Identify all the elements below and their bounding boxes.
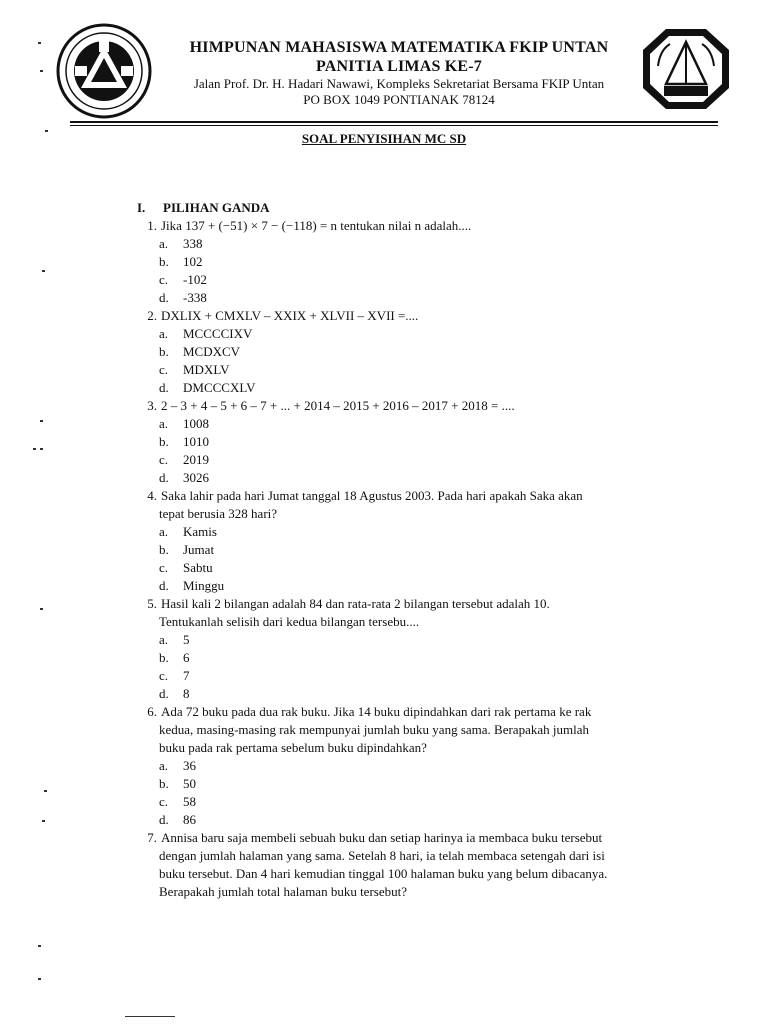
option-letter: b. <box>159 254 169 269</box>
option-letter: b. <box>159 344 169 359</box>
question-number: 1. <box>147 218 157 233</box>
question-line <box>133 829 678 847</box>
answer-option <box>159 253 678 271</box>
option-letter: c. <box>159 560 169 575</box>
question-item <box>133 703 678 829</box>
option-text: MDXLV <box>183 362 230 377</box>
answer-option <box>159 775 678 793</box>
option-letter: a. <box>159 632 169 647</box>
section-title: PILIHAN GANDA <box>163 200 270 215</box>
option-text: 7 <box>183 668 190 683</box>
option-text: MCDXCV <box>183 344 241 359</box>
option-letter: d. <box>159 578 169 593</box>
option-text: 338 <box>183 236 203 251</box>
question-item <box>133 217 678 307</box>
answer-option <box>159 559 678 577</box>
scan-mark <box>40 70 43 72</box>
option-text: -338 <box>183 290 207 305</box>
question-line <box>133 307 678 325</box>
scan-mark <box>44 790 47 792</box>
hmm-logo <box>55 22 153 120</box>
option-text: Minggu <box>183 578 225 593</box>
question-text: Annisa baru saja membeli sebuah buku dan setiap harinya ia membaca buku tersebut <box>161 830 603 845</box>
option-text: 8 <box>183 686 190 701</box>
option-text: 1008 <box>183 416 209 431</box>
answer-option <box>159 235 678 253</box>
answer-option <box>159 649 678 667</box>
question-item <box>133 307 678 397</box>
question-text-continued: kedua, masing-masing rak mempunyai jumlah buku yang sama. Berapakah jumlah <box>159 722 589 737</box>
document-title: SOAL PENYISIHAN MC SD <box>301 131 467 146</box>
option-letter: d. <box>159 380 169 395</box>
scan-mark <box>38 945 41 947</box>
committee-name: PANITIA LIMAS KE-7 <box>316 58 482 75</box>
option-text: 36 <box>183 758 196 773</box>
scan-mark <box>40 608 43 610</box>
section-heading <box>133 199 678 217</box>
option-letter: d. <box>159 470 169 485</box>
question-text-continued: dengan jumlah halaman yang sama. Setelah 8 hari, ia telah membaca setengah dari isi <box>159 848 605 863</box>
option-text: DMCCCXLV <box>183 380 256 395</box>
answer-option <box>159 685 678 703</box>
scan-mark <box>40 448 43 450</box>
question-text: Jika 137 + (−51) × 7 − (−118) = n tentukan nilai n adalah.... <box>161 218 472 233</box>
option-letter: b. <box>159 434 169 449</box>
option-letter: a. <box>159 326 169 341</box>
question-line <box>133 595 678 613</box>
question-text-continued: buku pada rak pertama sebelum buku dipindahkan? <box>159 740 427 755</box>
org-name: HIMPUNAN MAHASISWA MATEMATIKA FKIP UNTAN <box>189 39 609 56</box>
answer-option <box>159 433 678 451</box>
question-line <box>133 397 678 415</box>
answer-options <box>133 523 678 595</box>
question-text-continued: Tentukanlah selisih dari kedua bilangan tersebu.... <box>159 614 420 629</box>
scan-mark <box>38 42 41 44</box>
answer-option <box>159 361 678 379</box>
question-text-continued: Berapakah jumlah total halaman buku tersebut? <box>159 884 407 899</box>
option-letter: c. <box>159 794 169 809</box>
option-letter: a. <box>159 416 169 431</box>
limas-logo <box>640 26 732 112</box>
option-letter: c. <box>159 668 169 683</box>
option-text: -102 <box>183 272 207 287</box>
question-item <box>133 595 678 703</box>
question-number: 7. <box>147 830 157 845</box>
question-list <box>133 199 678 901</box>
option-letter: a. <box>159 236 169 251</box>
answer-option <box>159 325 678 343</box>
answer-option <box>159 271 678 289</box>
option-letter: c. <box>159 362 169 377</box>
header-rule-thin <box>70 125 718 126</box>
question-text: DXLIX + CMXLV – XXIX + XLVII – XVII =.... <box>161 308 419 323</box>
question-number: 6. <box>147 704 157 719</box>
answer-option <box>159 415 678 433</box>
letterhead <box>160 38 638 108</box>
scan-mark <box>45 130 48 132</box>
scan-mark <box>40 420 43 422</box>
scan-mark <box>33 448 36 450</box>
option-text: 3026 <box>183 470 209 485</box>
option-letter: d. <box>159 290 169 305</box>
answer-options <box>133 325 678 397</box>
question-line <box>133 487 678 505</box>
option-letter: b. <box>159 776 169 791</box>
option-text: 5 <box>183 632 190 647</box>
option-text: Sabtu <box>183 560 213 575</box>
option-text: MCCCCIXV <box>183 326 253 341</box>
option-letter: b. <box>159 542 169 557</box>
answer-options <box>133 757 678 829</box>
question-text-continued: tepat berusia 328 hari? <box>159 506 278 521</box>
option-text: Kamis <box>183 524 217 539</box>
option-letter: b. <box>159 650 169 665</box>
option-letter: c. <box>159 452 169 467</box>
question-text: 2 – 3 + 4 – 5 + 6 – 7 + ... + 2014 – 2015 + 2016 – 2017 + 2018 = .... <box>161 398 515 413</box>
answer-option <box>159 523 678 541</box>
answer-options <box>133 415 678 487</box>
question-number: 3. <box>147 398 157 413</box>
option-text: 1010 <box>183 434 209 449</box>
answer-option <box>159 577 678 595</box>
question-text: Saka lahir pada hari Jumat tanggal 18 Agustus 2003. Pada hari apakah Saka akan <box>161 488 583 503</box>
question-number: 2. <box>147 308 157 323</box>
option-text: 6 <box>183 650 190 665</box>
scan-mark <box>125 1016 175 1017</box>
question-text-continued: buku tersebut. Dan 4 hari kemudian tinggal 100 halaman buku yang belum dibacanya. <box>159 866 608 881</box>
address-line: Jalan Prof. Dr. H. Hadari Nawawi, Kompleks Sekretariat Bersama FKIP Untan <box>193 76 605 91</box>
option-text: 86 <box>183 812 196 827</box>
question-text: Ada 72 buku pada dua rak buku. Jika 14 buku dipindahkan dari rak pertama ke rak <box>161 704 592 719</box>
po-box-line: PO BOX 1049 PONTIANAK 78124 <box>303 92 495 107</box>
question-line <box>133 703 678 721</box>
answer-option <box>159 469 678 487</box>
option-text: 102 <box>183 254 203 269</box>
question-line <box>133 217 678 235</box>
header-rule <box>70 121 718 123</box>
answer-option <box>159 379 678 397</box>
question-item <box>133 829 678 901</box>
answer-options <box>133 631 678 703</box>
section-number: I. <box>137 200 146 215</box>
answer-option <box>159 793 678 811</box>
question-text: Hasil kali 2 bilangan adalah 84 dan rata-rata 2 bilangan tersebut adalah 10. <box>161 596 550 611</box>
option-letter: c. <box>159 272 169 287</box>
option-letter: a. <box>159 524 169 539</box>
scan-mark <box>38 978 41 980</box>
question-number: 5. <box>147 596 157 611</box>
option-text: 58 <box>183 794 196 809</box>
answer-option <box>159 541 678 559</box>
option-letter: d. <box>159 686 169 701</box>
answer-option <box>159 757 678 775</box>
answer-option <box>159 289 678 307</box>
option-letter: d. <box>159 812 169 827</box>
option-text: 2019 <box>183 452 209 467</box>
question-item <box>133 397 678 487</box>
question-number: 4. <box>147 488 157 503</box>
option-text: 50 <box>183 776 196 791</box>
answer-option <box>159 631 678 649</box>
option-text: Jumat <box>183 542 215 557</box>
scan-mark <box>42 820 45 822</box>
answer-option <box>159 343 678 361</box>
option-letter: a. <box>159 758 169 773</box>
scan-mark <box>42 270 45 272</box>
answer-option <box>159 811 678 829</box>
answer-options <box>133 235 678 307</box>
answer-option <box>159 451 678 469</box>
answer-option <box>159 667 678 685</box>
questions <box>133 217 678 901</box>
question-item <box>133 487 678 595</box>
